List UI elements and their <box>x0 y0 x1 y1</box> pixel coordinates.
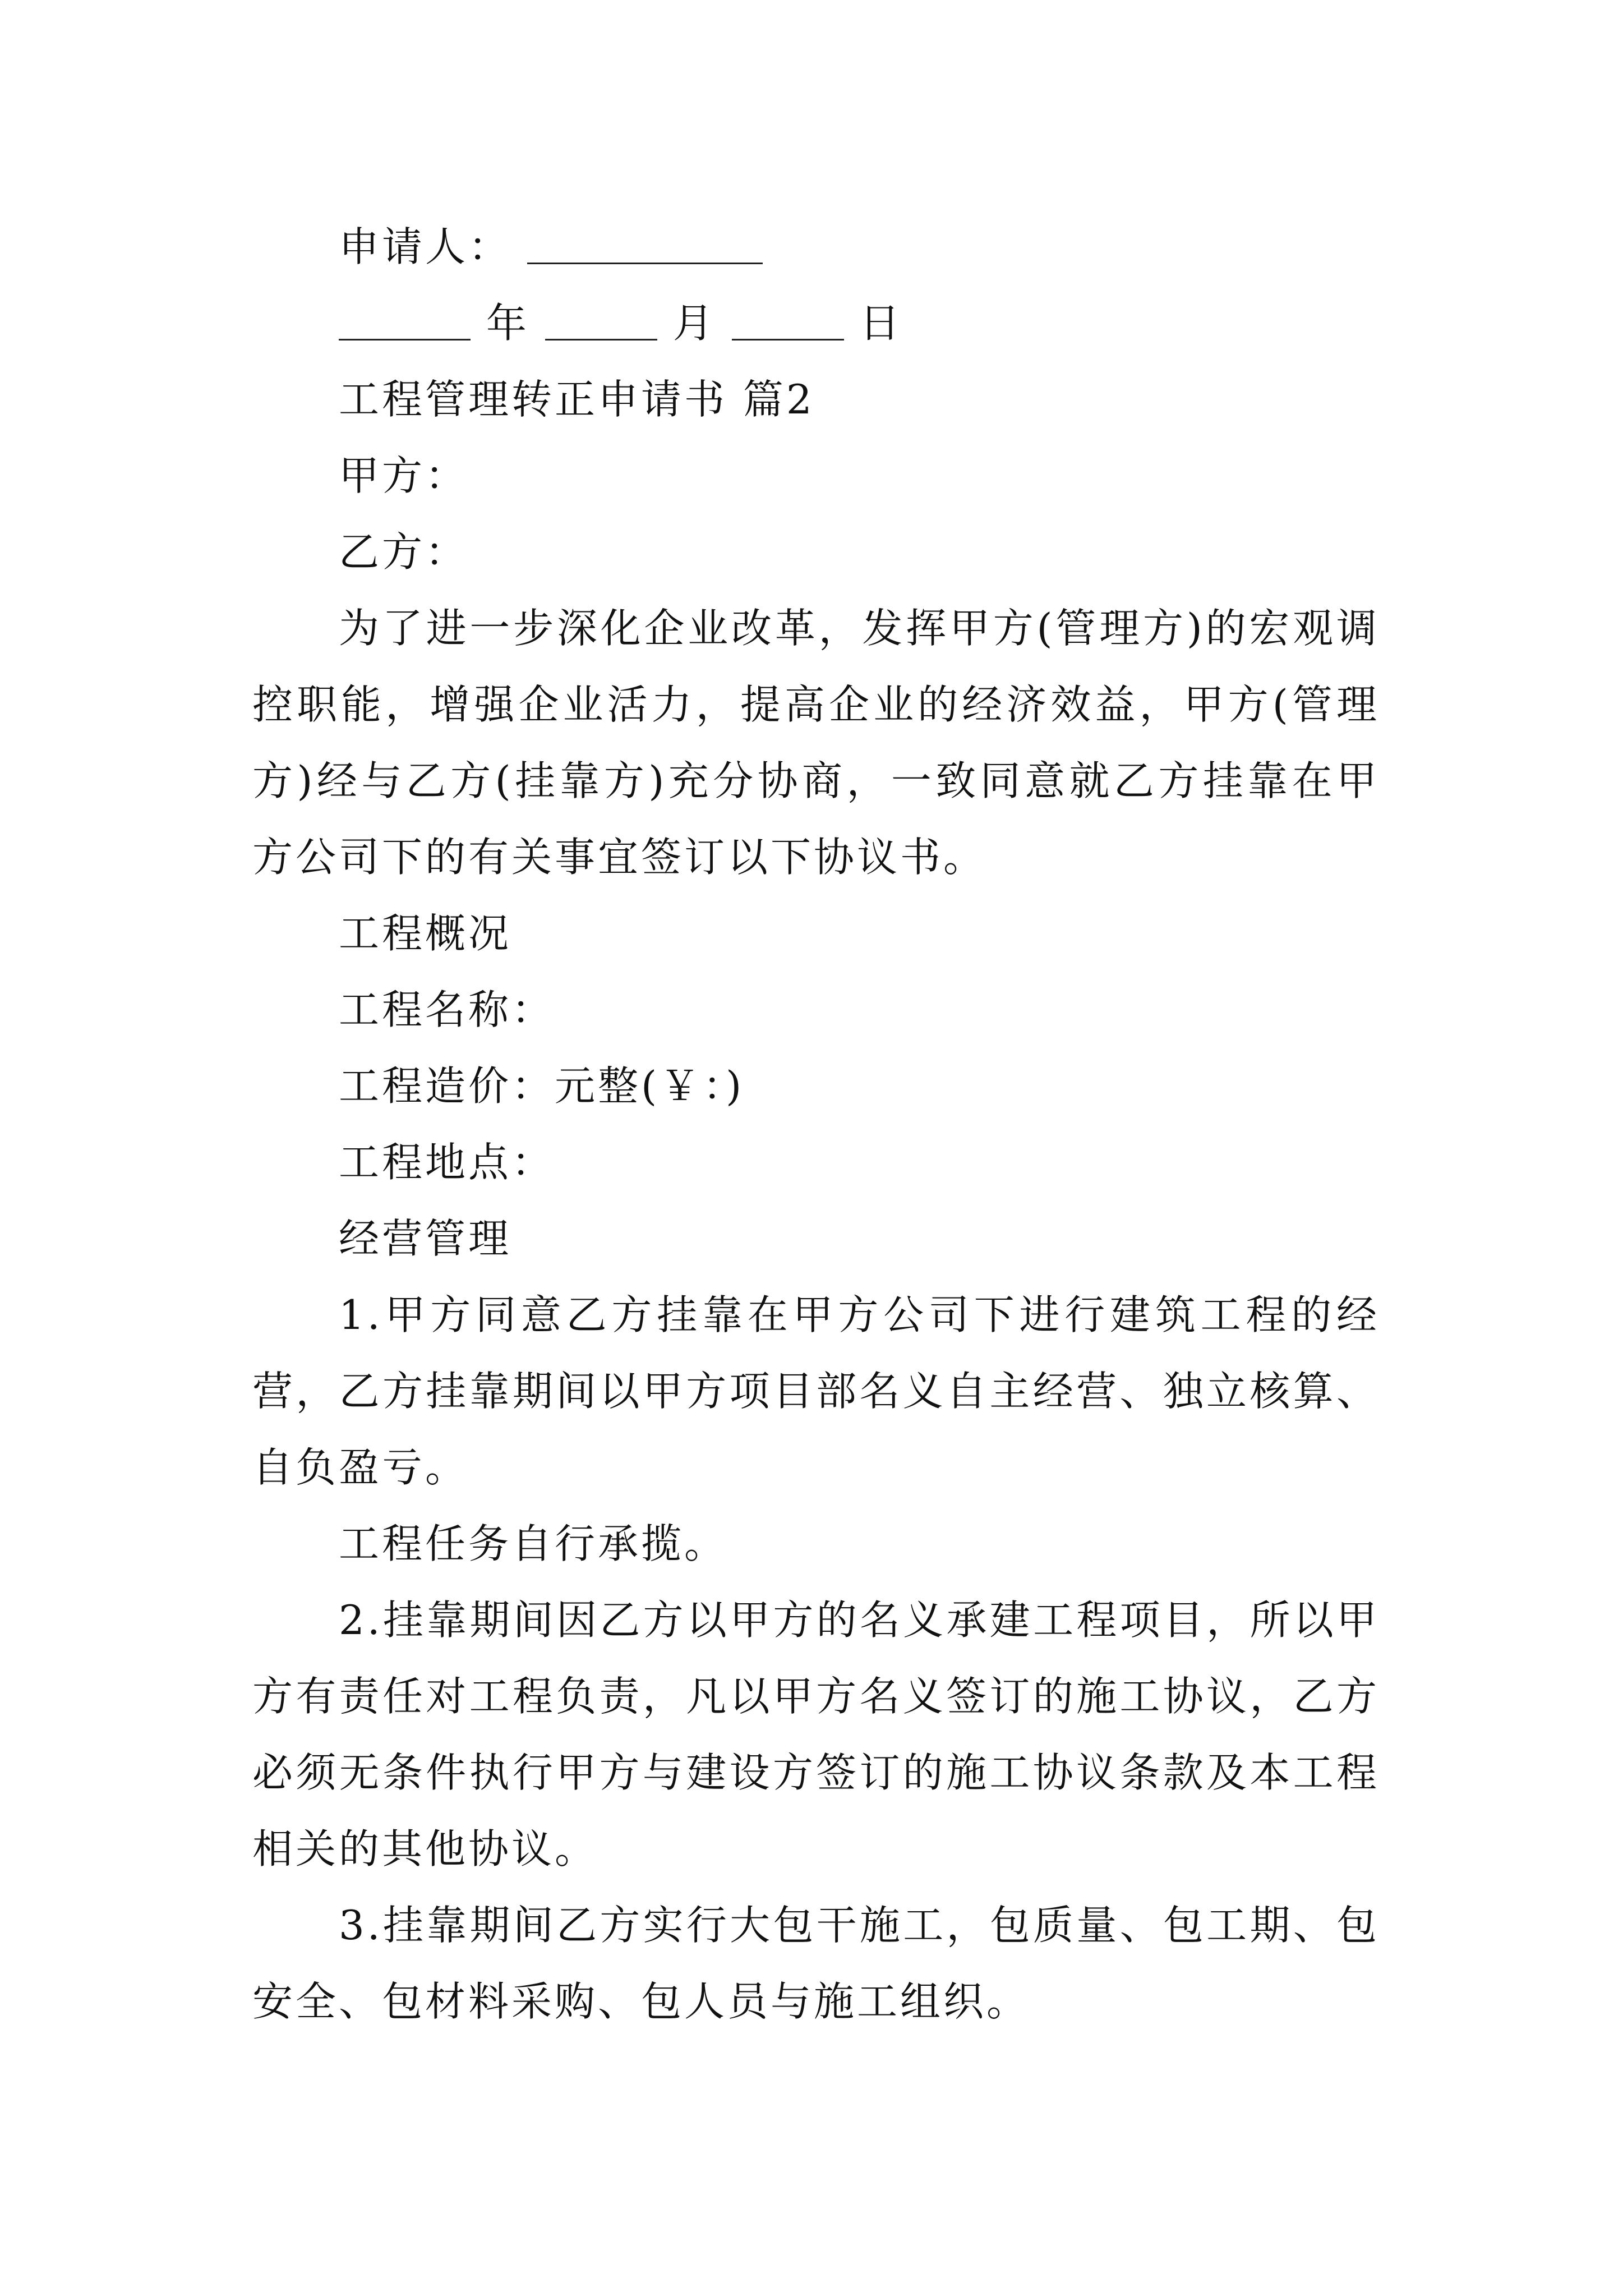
document-body <box>252 209 1380 2040</box>
applicant-blank[interactable] <box>527 222 763 264</box>
applicant-label: 申请人： <box>339 223 512 270</box>
project-cost-line: 工程造价：元整(￥：) <box>339 1062 745 1110</box>
party-a-line: 甲方： <box>339 452 469 499</box>
project-name-line: 工程名称： <box>339 986 555 1033</box>
year-blank[interactable] <box>339 298 471 341</box>
clause-2-paragraph: 2.挂靠期间因乙方以甲方的名义承建工程项目，所以甲方有责任对工程负责，凡以甲方名义签订的施工协议，乙方必须无条件执行甲方与建设方签订的施工协议条款及本工程相关的其他协议。 <box>252 1596 1380 1872</box>
month-blank[interactable] <box>545 298 657 341</box>
section-overview-heading: 工程概况 <box>339 910 512 957</box>
date-line <box>252 285 1380 361</box>
clause-1-note: 工程任务自行承揽。 <box>339 1520 728 1567</box>
year-label: 年 <box>486 300 529 347</box>
project-location-line: 工程地点： <box>339 1139 555 1186</box>
section-management-heading: 经营管理 <box>339 1215 512 1262</box>
document-title: 工程管理转正申请书 篇2 <box>339 376 815 423</box>
intro-paragraph: 为了进一步深化企业改革，发挥甲方(管理方)的宏观调控职能，增强企业活力，提高企业的经济效益，甲方(管理方)经与乙方(挂靠方)充分协商，一致同意就乙方挂靠在甲方公司下的有关事宜签订以下协议书。 <box>252 605 1380 881</box>
month-label: 月 <box>672 300 716 347</box>
clause-1-paragraph: 1.甲方同意乙方挂靠在甲方公司下进行建筑工程的经营，乙方挂靠期间以甲方项目部名义自主经营、独立核算、自负盈亏。 <box>252 1291 1380 1491</box>
party-b-line: 乙方： <box>339 528 469 576</box>
day-blank[interactable] <box>732 298 844 341</box>
day-label: 日 <box>859 300 903 347</box>
applicant-line <box>252 209 1380 285</box>
clause-3-paragraph: 3.挂靠期间乙方实行大包干施工，包质量、包工期、包安全、包材料采购、包人员与施工组织。 <box>252 1902 1380 2025</box>
